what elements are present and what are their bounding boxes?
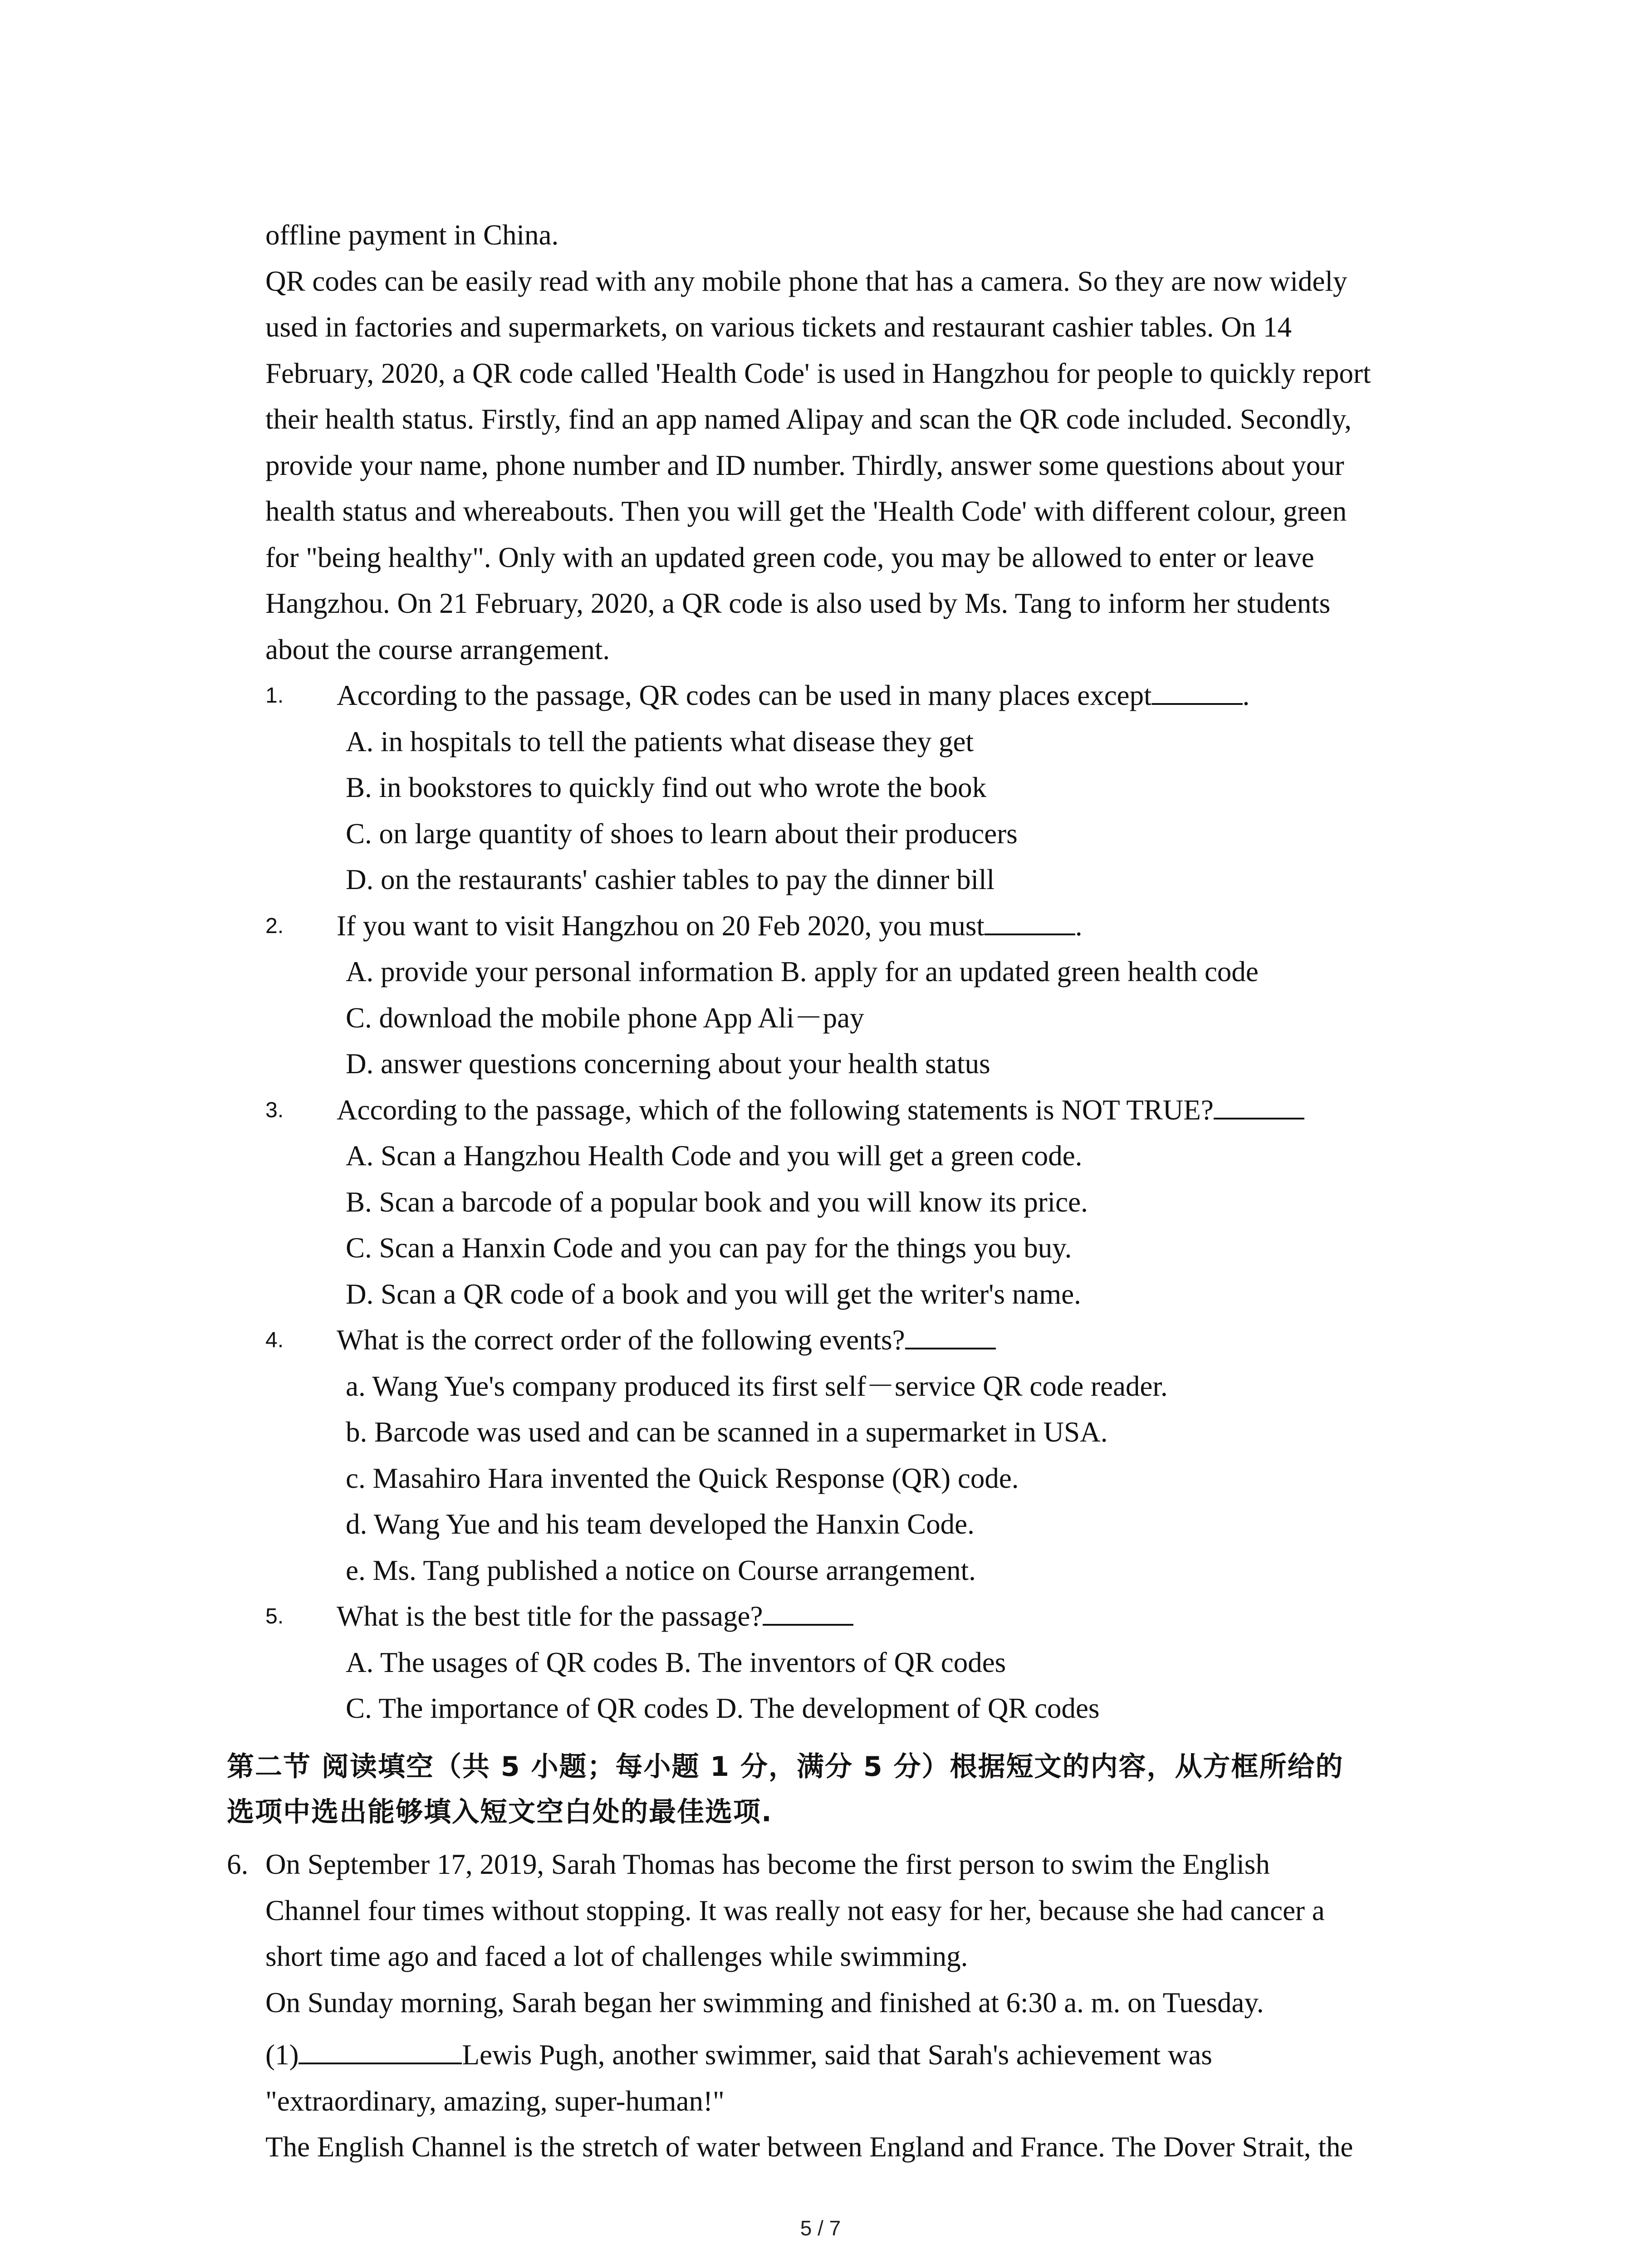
question-stem: What is the correct order of the following events? [337, 1317, 996, 1364]
question-stem: According to the passage, QR codes can be used in many places except . [337, 679, 1250, 711]
passage-line: provide your name, phone number and ID number. Thirdly, answer some questions about your [265, 449, 1344, 481]
option-ab: A. The usages of QR codes B. The inventors of QR codes [346, 1647, 1006, 1678]
option-b: B. in bookstores to quickly find out who wrote the book [346, 772, 987, 803]
passage-line: about the course arrangement. [265, 633, 610, 665]
event-d: d. Wang Yue and his team developed the Hanxin Code. [346, 1508, 975, 1540]
passage-line: health status and whereabouts. Then you will get the 'Health Code' with different colour, green [265, 495, 1347, 527]
passage-line: for "being healthy". Only with an updated green code, you may be allowed to enter or leave [265, 541, 1314, 573]
option-c: C. download the mobile phone App Ali－pay [346, 1002, 864, 1034]
section-heading: 第二节 阅读填空（共 5 小题；每小题 1 分，满分 5 分）根据短文的内容，从方框所给的 [227, 1751, 1344, 1783]
event-c: c. Masahiro Hara invented the Quick Response (QR) code. [346, 1462, 1019, 1494]
event-b: b. Barcode was used and can be scanned in a supermarket in USA. [346, 1416, 1108, 1448]
question-number: 5. [265, 1604, 284, 1628]
question-stem: What is the best title for the passage? [337, 1593, 853, 1640]
question-number: 4. [265, 1328, 284, 1352]
option-d: D. on the restaurants' cashier tables to pay the dinner bill [346, 864, 995, 895]
question-number: 6. [227, 1848, 249, 1880]
answer-blank[interactable] [905, 1323, 996, 1349]
question-number: 3. [265, 1098, 284, 1122]
answer-blank[interactable] [985, 909, 1075, 935]
section-heading-cont: 选项中选出能够填入短文空白处的最佳选项. [227, 1796, 773, 1828]
passage-line: Lewis Pugh, another swimmer, said that Sarah's achievement was [462, 2039, 1212, 2071]
passage-text [265, 212, 1463, 673]
passage-line: their health status. Firstly, find an app named Alipay and scan the QR code included. Secondly, [265, 403, 1352, 435]
answer-blank[interactable] [763, 1599, 853, 1626]
option-d: D. Scan a QR code of a book and you will get the writer's name. [346, 1278, 1081, 1310]
question-number: 2. [265, 914, 284, 938]
q6-passage [265, 1842, 1463, 2026]
passage-line: QR codes can be easily read with any mobile phone that has a camera. So they are now widely [265, 265, 1347, 297]
question-number: 1. [265, 684, 284, 708]
passage-line: short time ago and faced a lot of challenges while swimming. [265, 1941, 968, 1972]
blank-label: (1) [265, 2039, 299, 2071]
option-a: A. Scan a Hangzhou Health Code and you will get a green code. [346, 1140, 1083, 1172]
question-stem: If you want to visit Hangzhou on 20 Feb 2020, you must . [337, 910, 1083, 942]
option-c: C. Scan a Hanxin Code and you can pay for the things you buy. [346, 1232, 1072, 1264]
option-a: A. in hospitals to tell the patients what disease they get [346, 726, 974, 758]
answer-blank[interactable] [299, 2038, 462, 2064]
blank-line [265, 2032, 1463, 2170]
passage-line: February, 2020, a QR code called 'Health Code' is used in Hangzhou for people to quickly report [265, 357, 1371, 389]
passage-line: "extraordinary, amazing, super-human!" [265, 2085, 725, 2117]
option-c: C. on large quantity of shoes to learn about their producers [346, 818, 1018, 850]
answer-blank[interactable] [1152, 679, 1243, 705]
option-cd: C. The importance of QR codes D. The development of QR codes [346, 1692, 1100, 1724]
passage-line: The English Channel is the stretch of water between England and France. The Dover Strait, the [265, 2131, 1353, 2163]
passage-line: used in factories and supermarkets, on various tickets and restaurant cashier tables. On 14 [265, 311, 1292, 343]
event-a: a. Wang Yue's company produced its first self－service QR code reader. [346, 1370, 1168, 1402]
event-e: e. Ms. Tang published a notice on Course arrangement. [346, 1554, 976, 1586]
option-d: D. answer questions concerning about your health status [346, 1048, 990, 1080]
option-b: B. Scan a barcode of a popular book and you will know its price. [346, 1186, 1088, 1218]
passage-line: Hangzhou. On 21 February, 2020, a QR code is also used by Ms. Tang to inform her students [265, 587, 1331, 619]
passage-line: offline payment in China. [265, 219, 559, 251]
page-indicator: 5 / 7 [800, 2216, 841, 2240]
passage-line: On September 17, 2019, Sarah Thomas has become the first person to swim the English [265, 1848, 1270, 1880]
passage-line: On Sunday morning, Sarah began her swimming and finished at 6:30 a. m. on Tuesday. [265, 1986, 1264, 2019]
answer-blank[interactable] [1214, 1093, 1304, 1119]
option-ab: A. provide your personal information B. apply for an updated green health code [346, 956, 1259, 987]
passage-line: Channel four times without stopping. It was really not easy for her, because she had cancer a [265, 1894, 1325, 1926]
question-stem: According to the passage, which of the following statements is NOT TRUE? [337, 1087, 1304, 1134]
